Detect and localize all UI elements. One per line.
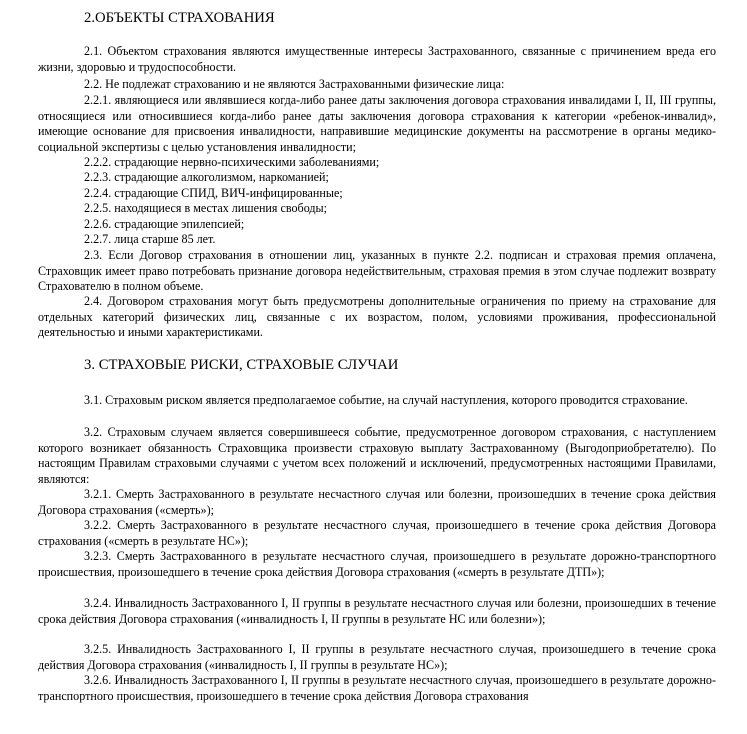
paragraph-2-2-7: 2.2.7. лица старше 85 лет. [84, 232, 216, 246]
paragraph-2-3: 2.3. Если Договор страхования в отношении лиц, указанных в пункте 2.2. подписан и страховая премия оплачена, Страховщик имеет право потребовать признание договора недействительным, страховая премия в этом случае подлежит возврату Страхователю в полном объеме. [38, 248, 716, 293]
paragraph-2-2-3: 2.2.3. страдающие алкоголизмом, наркоманией; [84, 170, 329, 184]
paragraph-3-2: 3.2. Страховым случаем является совершившееся событие, предусмотренное договором страхования, с наступлением которого возникает обязанность Страховщика произвести страховую выплату Застрахованному (Выгодоприобретателю). По настоящим Правилам страховыми случаями с учетом всех положений и исключений, предусмотренных настоящими Правилами, являются: [38, 425, 716, 486]
paragraph-2-2-4: 2.2.4. страдающие СПИД, ВИЧ-инфицированные; [84, 186, 343, 200]
paragraph-3-2-2: 3.2.2. Смерть Застрахованного в результате несчастного случая, произошедшего в течение срока действия Договора страхования («смерть в результате НС»); [38, 518, 716, 548]
paragraph-2-2-5: 2.2.5. находящиеся в местах лишения свободы; [84, 201, 328, 215]
paragraph-3-2-5: 3.2.5. Инвалидность Застрахованного I, II группы в результате несчастного случая, произошедшего в течение срока действия Договора страхования («инвалидность I, II группы в результате НС»); [38, 642, 716, 672]
paragraph-3-1: 3.1. Страховым риском является предполагаемое событие, на случай наступления, которого проводится страхование. [84, 393, 688, 407]
paragraph-3-2-4: 3.2.4. Инвалидность Застрахованного I, II группы в результате несчастного случая или болезни, произошедших в течение срока действия Договора страхования («инвалидность I, II группы в результате НС или болезни»); [38, 596, 716, 626]
section-3-title: 3. СТРАХОВЫЕ РИСКИ, СТРАХОВЫЕ СЛУЧАИ [84, 357, 399, 373]
paragraph-3-2-3: 3.2.3. Смерть Застрахованного в результате несчастного случая, произошедшего в результате дорожно-транспортного происшествия, произошедшего в течение срока действия Договора страхования («смерть в результате ДТП»); [38, 549, 716, 579]
paragraph-2-1: 2.1. Объектом страхования являются имущественные интересы Застрахованного, связанные с причинением вреда его жизни, здоровью и трудоспособности. [38, 44, 716, 74]
paragraph-2-2: 2.2. Не подлежат страхованию и не являются Застрахованными физические лица: [84, 77, 505, 91]
section-2-title: 2.ОБЪЕКТЫ СТРАХОВАНИЯ [84, 10, 275, 26]
paragraph-3-2-1: 3.2.1. Смерть Застрахованного в результате несчастного случая или болезни, произошедших в течение срока действия Договора страхования («смерть»); [38, 487, 716, 517]
paragraph-2-2-2: 2.2.2. страдающие нервно-психическими заболеваниями; [84, 155, 380, 169]
paragraph-2-2-1: 2.2.1. являющиеся или являвшиеся когда-либо ранее даты заключения договора страхования инвалидами I, II, III группы, относящиеся или относившиеся когда-либо ранее даты заключения договора страхования к категории «ребенок-инвалид», имеющие основание для присвоения инвалидности, направившие медицинские документы на рассмотрение в органы медико-социальной экспертизы с целью установления инвалидности; [38, 93, 716, 154]
paragraph-2-4: 2.4. Договором страхования могут быть предусмотрены дополнительные ограничения по приему на страхование для отдельных категорий физических лиц, связанные с их возрастом, полом, условиями проживания, профессиональной деятельностью и иными характеристиками. [38, 294, 716, 339]
paragraph-2-2-6: 2.2.6. страдающие эпилепсией; [84, 217, 245, 231]
paragraph-3-2-6: 3.2.6. Инвалидность Застрахованного I, II группы в результате несчастного случая, произошедшего в результате дорожно-транспортного происшествия, произошедшего в течение срока действия Договора страхования [38, 673, 716, 703]
